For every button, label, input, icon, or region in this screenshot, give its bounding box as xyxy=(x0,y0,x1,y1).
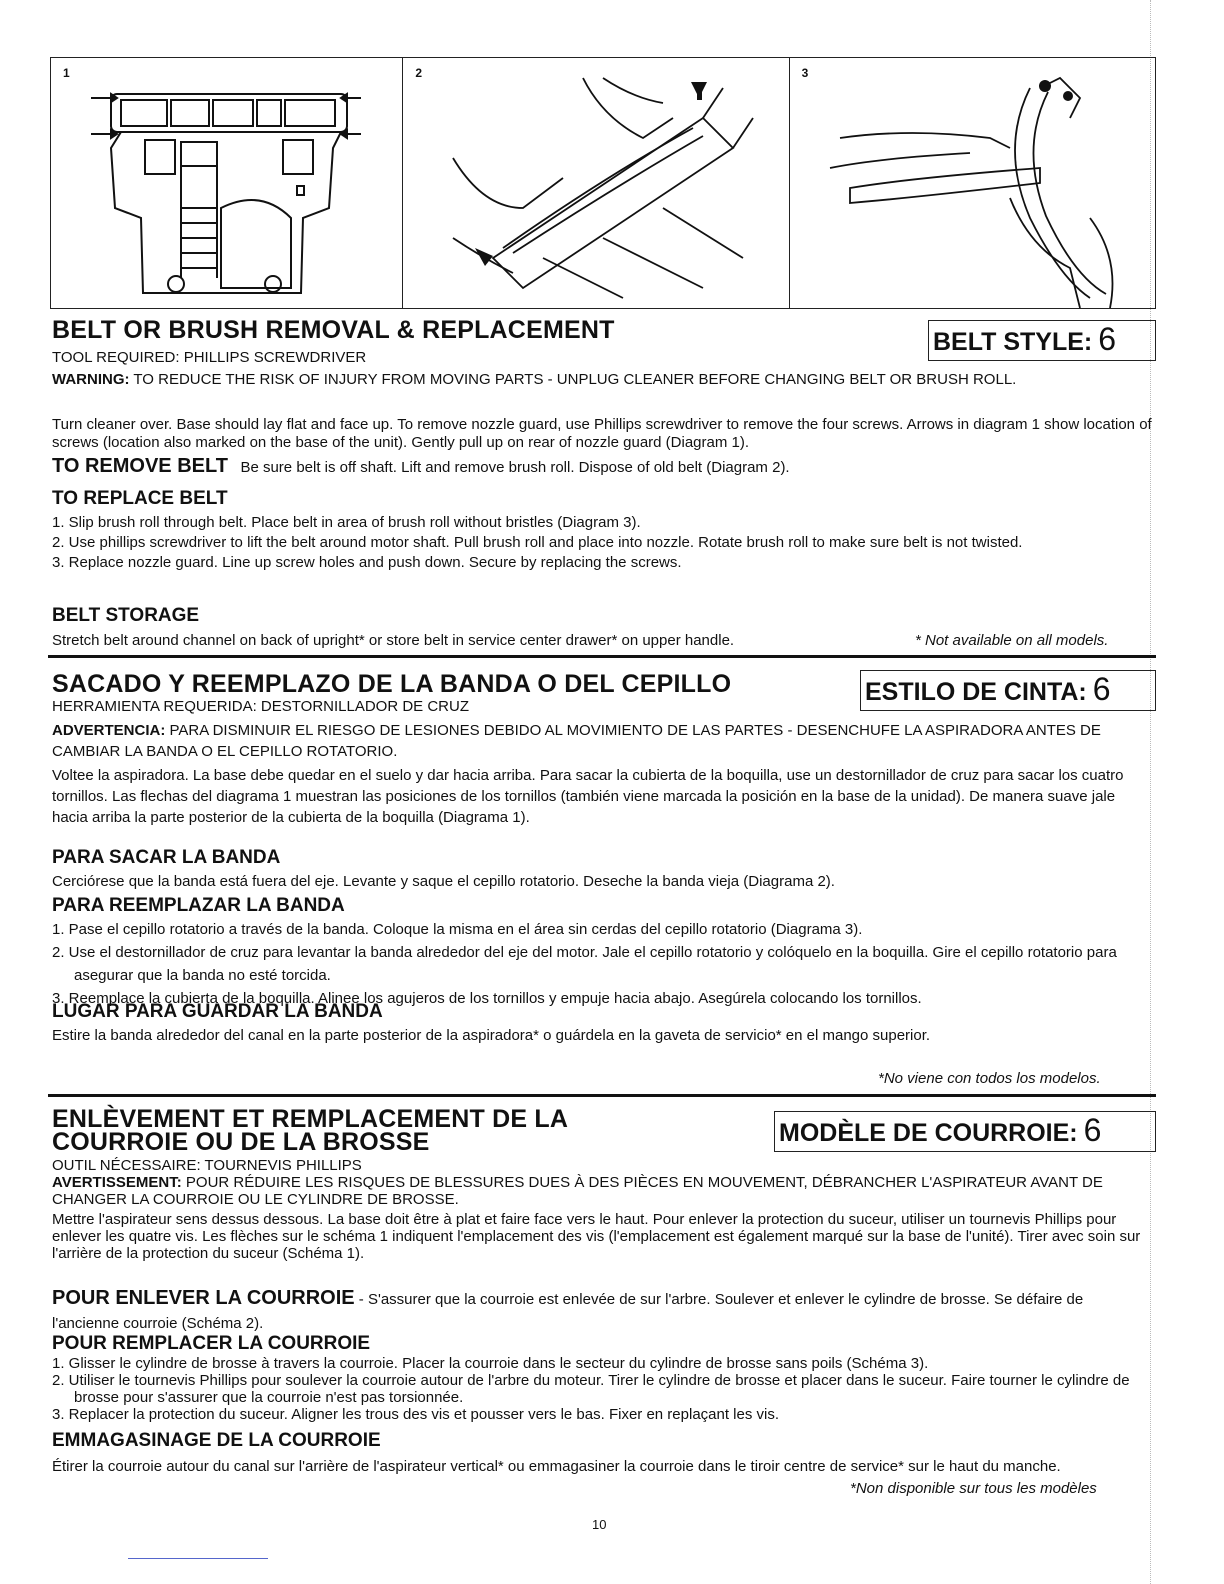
spanish-title: SACADO Y REEMPLAZO DE LA BANDA O DEL CEPILLO xyxy=(52,670,732,698)
french-remove-belt xyxy=(52,1286,1152,1336)
french-replace-step-2: 2. Utiliser le tournevis Phillips pour soulever la courroie autour de l'arbre du moteur. Tirer le cylindre de brosse et placer dans le suceur. Faire tourner le cylindre de brosse pour s'assurer que la courroie n'est pas torsionnée. xyxy=(52,1372,1130,1406)
french-title xyxy=(52,1105,569,1156)
english-remove-text: Be sure belt is off shaft. Lift and remove brush roll. Dispose of old belt (Diagram 2). xyxy=(240,459,790,476)
spanish-storage-text: Estire la banda alrededor del canal en la parte posterior de la aspiradora* o guárdela en la gaveta de servicio* en el mango superior. xyxy=(52,1027,931,1044)
english-replace-steps xyxy=(52,514,1152,572)
spanish-remove-heading: PARA SACAR LA BANDA xyxy=(52,847,281,868)
spanish-tool-required: HERRAMIENTA REQUERIDA: DESTORNILLADOR DE CRUZ xyxy=(52,698,470,715)
spanish-replace-step-1: 1. Pase el cepillo rotatorio a través de la banda. Coloque la misma en el área sin cerdas del cepillo rotatorio (Diagrama 3). xyxy=(52,921,863,938)
diagram-strip xyxy=(50,57,1156,309)
english-warning xyxy=(52,371,1152,389)
english-replace-heading: TO REPLACE BELT xyxy=(52,488,228,509)
french-warning-text: POUR RÉDUIRE LES RISQUES DE BLESSURES DUES À DES PIÈCES EN MOUVEMENT, DÉBRANCHER L'ASPIRATEUR AVANT DE CHANGER LA COURROIE OU LE CYLINDRE DE BROSSE. xyxy=(52,1174,1103,1208)
english-warning-label: WARNING: xyxy=(52,371,130,388)
french-remove-text: - S'assurer que la courroie est enlevée de sur l'arbre. Soulever et enlever le cylindre de brosse. Se défaire de l'ancienne courroie (Schéma 2). xyxy=(52,1291,1084,1332)
french-storage-text: Étirer la courroie autour du canal sur l'arrière de l'aspirateur vertical* ou emmagasiner la courroie dans le tiroir centre de service* sur le haut du manche. xyxy=(52,1458,1061,1475)
spanish-warning-label: ADVERTENCIA: xyxy=(52,722,166,739)
diagram-1 xyxy=(51,58,402,308)
diagram-3-label: 3 xyxy=(801,66,809,80)
french-replace-heading: POUR REMPLACER LA COURROIE xyxy=(52,1333,371,1354)
spanish-belt-style-label: ESTILO DE CINTA: xyxy=(865,678,1087,706)
scan-artifact-line xyxy=(128,1558,268,1559)
english-storage-heading: BELT STORAGE xyxy=(52,605,200,626)
spanish-belt-style-box xyxy=(860,670,1156,711)
english-replace-step-3: 3. Replace nozzle guard. Line up screw holes and push down. Secure by replacing the screws. xyxy=(52,554,682,571)
french-belt-style-box xyxy=(774,1111,1156,1152)
english-remove-belt xyxy=(52,455,1152,479)
spanish-remove-text: Cerciórese que la banda está fuera del eje. Levante y saque el cepillo rotatorio. Deseche la banda vieja (Diagrama 2). xyxy=(52,873,835,890)
brush-roll-removal-drawing xyxy=(403,58,789,308)
english-replace-step-2: 2. Use phillips screwdriver to lift the belt around motor shaft. Pull brush roll and place into nozzle. Rotate brush roll to make sure belt is not twisted. xyxy=(52,534,1023,551)
diagram-2-label: 2 xyxy=(415,66,423,80)
spanish-warning-text: PARA DISMINUIR EL RIESGO DE LESIONES DEBIDO AL MOVIMIENTO DE LAS PARTES - DESENCHUFE LA ASPIRADORA ANTES DE CAMBIAR LA BANDA O EL CEPILLO ROTATORIO. xyxy=(52,722,1101,760)
spanish-replace-step-3: 3. Reemplace la cubierta de la boquilla. Alinee los agujeros de los tornillos y empuje hacia abajo. Asegúrela colocando los tornillos. xyxy=(52,990,922,1007)
spanish-intro: Voltee la aspiradora. La base debe quedar en el suelo y dar hacia arriba. Para sacar la cubierta de la boquilla, use un destornillador de cruz para sacar los cuatro tornillos. Las flechas del diagrama 1 muestran las posiciones de los tornillos (también viene marcada la posición en la base de la unidad). De manera suave jale hacia arriba la parte posterior de la cubierta de la boquilla (Diagrama 1). xyxy=(52,767,1124,826)
page-number: 10 xyxy=(592,1517,607,1532)
spanish-warning xyxy=(52,720,1152,762)
section-divider xyxy=(48,1094,1156,1097)
french-replace-step-3: 3. Replacer la protection du suceur. Aligner les trous des vis et pousser vers le bas. Fixer en replaçant les vis. xyxy=(52,1406,780,1423)
english-intro: Turn cleaner over. Base should lay flat and face up. To remove nozzle guard, use Phillips screwdriver to remove the four screws. Arrows in diagram 1 show location of screws (location also marked on the base of the unit). Gently pull up on rear of nozzle guard (Diagram 1). xyxy=(52,416,1152,451)
french-belt-style-number: 6 xyxy=(1083,1112,1102,1148)
french-footnote: *Non disponible sur tous les modèles xyxy=(850,1480,1097,1497)
french-remove-heading: POUR ENLEVER LA COURROIE xyxy=(52,1287,355,1309)
spanish-footnote: *No viene con todos los modelos. xyxy=(878,1070,1101,1087)
spanish-belt-style-number: 6 xyxy=(1092,671,1111,707)
french-title-line-2: COURROIE OU DE LA BROSSE xyxy=(52,1128,430,1156)
french-warning-label: AVERTISSEMENT: xyxy=(52,1174,182,1191)
english-title: BELT OR BRUSH REMOVAL & REPLACEMENT xyxy=(52,316,615,344)
spanish-replace-heading: PARA REEMPLAZAR LA BANDA xyxy=(52,895,345,916)
french-tool-required: OUTIL NÉCESSAIRE: TOURNEVIS PHILLIPS xyxy=(52,1157,362,1174)
french-warning xyxy=(52,1174,1152,1208)
diagram-1-label: 1 xyxy=(63,66,70,80)
spanish-storage-heading: LUGAR PARA GUARDAR LA BANDA xyxy=(52,1001,383,1022)
french-replace-step-1: 1. Glisser le cylindre de brosse à travers la courroie. Placer la courroie dans le secteur du cylindre de brosse sans poils (Schéma 3). xyxy=(52,1355,929,1372)
english-storage-text: Stretch belt around channel on back of upright* or store belt in service center drawer* on upper handle. xyxy=(52,632,735,649)
spanish-replace-step-2: 2. Use el destornillador de cruz para levantar la banda alrededor del eje del motor. Jale el cepillo rotatorio y colóquelo en la boquilla. Gire el cepillo rotatorio para asegurar que la banda no esté torcida. xyxy=(52,944,1117,984)
belt-on-brush-roll-drawing xyxy=(790,58,1156,308)
diagram-3 xyxy=(789,58,1155,308)
spanish-replace-steps xyxy=(52,918,1152,1010)
french-title-line-1: ENLÈVEMENT ET REMPLACEMENT DE LA xyxy=(52,1105,569,1133)
english-warning-text: TO REDUCE THE RISK OF INJURY FROM MOVING PARTS - UNPLUG CLEANER BEFORE CHANGING BELT OR BRUSH ROLL. xyxy=(129,371,1017,388)
section-divider xyxy=(48,655,1156,658)
english-replace-step-1: 1. Slip brush roll through belt. Place belt in area of brush roll without bristles (Diagram 3). xyxy=(52,514,641,531)
french-storage-heading: EMMAGASINAGE DE LA COURROIE xyxy=(52,1430,381,1451)
french-intro: Mettre l'aspirateur sens dessus dessous. La base doit être à plat et faire face vers le haut. Pour enlever la protection du suceur, utiliser un tournevis Phillips pour enlever les quatre vis. Les flèches sur le schéma 1 indiquent l'emplacement des vis (l'emplacement est également marqué sur la base de l'unité). Tirer avec soin sur l'arrière de la protection du suceur (Schéma 1). xyxy=(52,1211,1141,1262)
english-footnote: * Not available on all models. xyxy=(915,632,1109,649)
english-remove-heading: TO REMOVE BELT xyxy=(52,455,228,477)
french-belt-style-label: MODÈLE DE COURROIE: xyxy=(779,1119,1078,1147)
diagram-2 xyxy=(402,58,788,308)
english-belt-style-box xyxy=(928,320,1156,361)
english-tool-required: TOOL REQUIRED: PHILLIPS SCREWDRIVER xyxy=(52,349,367,366)
french-replace-steps xyxy=(52,1355,1152,1423)
english-belt-style-number: 6 xyxy=(1098,321,1117,357)
nozzle-base-drawing xyxy=(51,58,403,308)
english-belt-style-label: BELT STYLE: xyxy=(933,328,1093,356)
